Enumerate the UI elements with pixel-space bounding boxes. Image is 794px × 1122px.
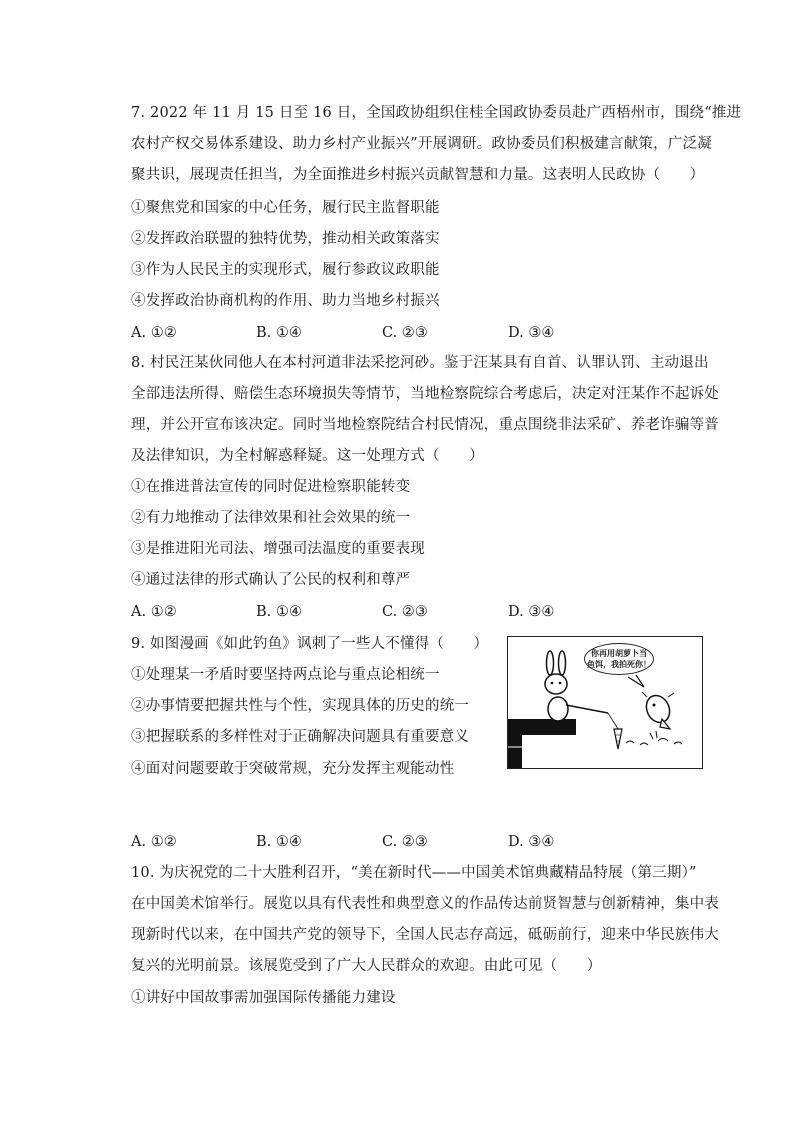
option-a[interactable]: A. ①② [131,604,177,620]
option-b[interactable]: B. ①④ [256,325,302,341]
question-9-statement-1: ①处理某一矛盾时要坚持两点论与重点论相统一 [131,667,440,683]
option-a[interactable]: A. ①② [131,834,177,850]
option-c[interactable]: C. ②③ [382,325,428,341]
question-7-stem-line: 7. 2022 年 11 月 15 日至 16 日，全国政协组织住桂全国政协委员赴广西梧州市，围绕“推进 [131,105,742,121]
option-d[interactable]: D. ③④ [508,834,555,850]
question-7-stem-line: 聚共识，展现责任担当，为全面推进乡村振兴贡献智慧和力量。这表明人民政协（ ） [131,167,705,183]
question-7-statement-4: ④发挥政治协商机构的作用、助力当地乡村振兴 [131,293,440,309]
question-7-stem-line: 农村产权交易体系建设、助力乡村产业振兴”开展调研。政协委员们积极建言献策，广泛凝 [131,136,712,152]
comic-illustration [507,636,703,769]
question-10-stem-line: 10. 为庆祝党的二十大胜利召开，“美在新时代——中国美术馆典藏精品特展（第三期）” [131,865,697,881]
comic-bubble-line: 鱼饵，我拍死你！ [587,660,651,669]
question-8-stem-line: 全部违法所得、赔偿生态环境损失等情节，当地检察院综合考虑后，决定对汪某作不起诉处 [131,386,719,402]
question-8-stem-line: 8. 村民汪某伙同他人在本村河道非法采挖河砂。鉴于汪某具有自首、认罪认罚、主动退出 [131,355,709,371]
question-9-statement-4: ④面对问题要敢于突破常规，充分发挥主观能动性 [131,761,455,777]
question-10-stem-line: 现新时代以来，在中国共产党的领导下，全国人民志存高远，砥砺前行，迎来中华民族伟大 [131,927,719,943]
question-9-stem-line: 9. 如图漫画《如此钓鱼》讽刺了一些人不懂得（ ） [131,636,489,652]
option-d[interactable]: D. ③④ [508,325,555,341]
question-7-statement-2: ②发挥政治联盟的独特优势，推动相关政策落实 [131,231,440,247]
question-10-stem-line: 在中国美术馆举行。展览以具有代表性和典型意义的作品传达前贤智慧与创新精神，集中表 [131,896,719,912]
option-c[interactable]: C. ②③ [382,604,428,620]
comic-speech-bubble [584,643,654,675]
question-8-statement-2: ②有力地推动了法律效果和社会效果的统一 [131,510,411,526]
option-b[interactable]: B. ①④ [256,834,302,850]
question-9-statement-3: ③把握联系的多样性对于正确解决问题具有重要意义 [131,729,470,745]
question-7-statement-1: ①聚焦党和国家的中心任务，履行民主监督职能 [131,200,440,216]
option-c[interactable]: C. ②③ [382,834,428,850]
comic-bubble-line: 你再用胡萝卜当 [591,649,647,658]
question-9-statement-2: ②办事情要把握共性与个性，实现具体的历史的统一 [131,698,470,714]
question-8-statement-1: ①在推进普法宣传的同时促进检察职能转变 [131,479,411,495]
option-b[interactable]: B. ①④ [256,604,302,620]
question-8-stem-line: 理，并公开宣布该决定。同时当地检察院结合村民情况，重点围绕非法采矿、养老诈骗等普 [131,417,719,433]
question-7-statement-3: ③作为人民民主的实现形式，履行参政议政职能 [131,262,440,278]
question-8-stem-line: 及法律知识，为全村解惑释疑。这一处理方式（ ） [131,448,484,464]
question-10-statement-1: ①讲好中国故事需加强国际传播能力建设 [131,990,396,1006]
question-8-statement-4: ④通过法律的形式确认了公民的权利和尊严 [131,572,411,588]
option-d[interactable]: D. ③④ [508,604,555,620]
option-a[interactable]: A. ①② [131,325,177,341]
question-10-stem-line: 复兴的光明前景。该展览受到了广大人民群众的欢迎。由此可见（ ） [131,958,602,974]
question-8-statement-3: ③是推进阳光司法、增强司法温度的重要表现 [131,541,425,557]
